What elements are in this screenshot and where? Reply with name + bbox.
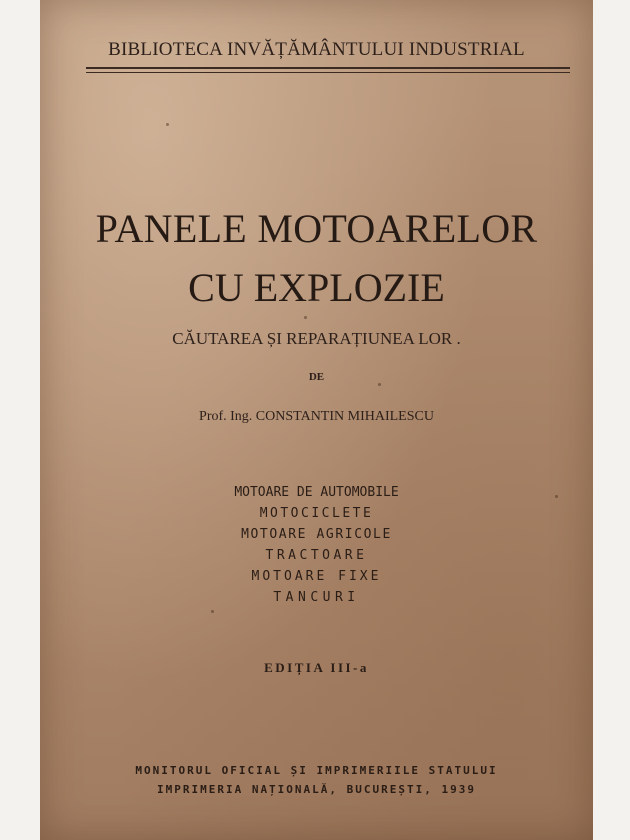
topics-list (40, 482, 593, 608)
topic-item: MOTOARE AGRICOLE (241, 527, 392, 542)
topic-item: MOTOARE FIXE (251, 569, 382, 584)
author-name: Prof. Ing. CONSTANTIN MIHAILESCU (199, 409, 434, 424)
book-subtitle: CĂUTAREA ȘI REPARAȚIUNEA LOR . (172, 329, 461, 348)
paper-speck (166, 123, 169, 126)
paper-speck (304, 316, 307, 319)
topic-item: TRACTOARE (265, 548, 368, 563)
series-underline-thin (86, 72, 570, 73)
edition-label: EDIȚIA III-a (264, 660, 369, 675)
book-title-line1: PANELE MOTOARELOR (95, 206, 538, 251)
paper-speck (211, 610, 214, 613)
book-title-line2: CU EXPLOZIE (188, 265, 445, 310)
topic-item: MOTOCICLETE (259, 506, 374, 521)
series-underline-thick (86, 67, 570, 69)
paper-speck (378, 383, 381, 386)
series-title: BIBLIOTECA INVĂȚĂMÂNTULUI INDUSTRIAL (108, 39, 525, 60)
publisher-line1: MONITORUL OFICIAL ȘI IMPRIMERIILE STATULUI (135, 764, 498, 777)
book-cover (40, 0, 593, 840)
topic-item: TANCURI (273, 590, 360, 605)
paper-speck (555, 495, 558, 498)
topic-item: MOTOARE DE AUTOMOBILE (234, 485, 399, 500)
by-label: DE (308, 371, 325, 383)
publisher-line2: IMPRIMERIA NAȚIONALĂ, BUCUREȘTI, 1939 (156, 783, 477, 796)
